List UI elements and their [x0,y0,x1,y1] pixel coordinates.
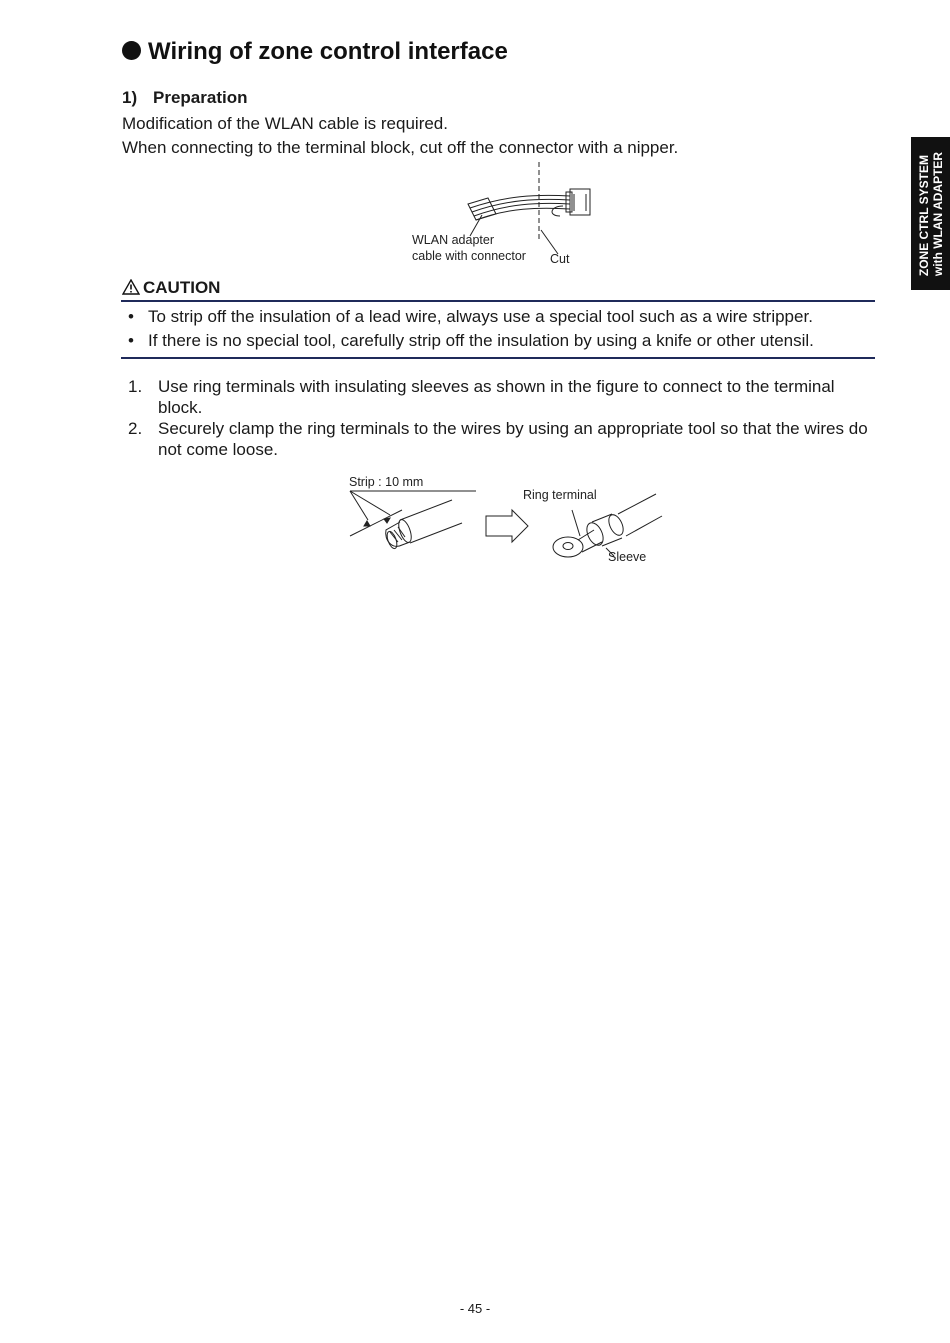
wire-insulation-end [396,518,414,544]
step-number: 2. [128,419,143,438]
caution-title: CAUTION [143,278,221,297]
cut-leader [541,230,558,254]
step-text: Securely clamp the ring terminals to the wires by using an appropriate tool so that the wires do not come loose. [158,419,868,459]
ring-terminal-label: Ring terminal [523,488,597,502]
page-title-text: Wiring of zone control interface [148,38,508,65]
connector-body [570,189,590,215]
caution-item [128,307,813,327]
wire-top-edge [400,500,452,520]
strip-leader-1 [350,491,368,520]
sleeve-label: Sleeve [608,550,647,564]
cable-label-line-1: WLAN adapter [412,233,494,247]
bullet-icon [122,41,141,60]
side-tab-line-2: with WLAN ADAPTER [930,151,945,276]
wire-4 [476,208,570,220]
connector-latch [552,206,563,216]
preparation-heading [122,88,247,108]
caution-heading [122,278,220,298]
wire-bottom-edge [410,523,462,543]
step-item [128,376,873,418]
preparation-line-2: When connecting to the terminal block, cut off the connector with a nipper. [122,138,679,157]
caution-item-text: To strip off the insulation of a lead wire, always use a special tool such as a wire stripper. [148,307,813,326]
wire-1 [470,195,570,208]
side-tab-line-1: ZONE CTRL SYSTEM [916,154,931,276]
wire-2 [472,199,570,212]
preparation-title: Preparation [153,88,248,107]
step-item [128,418,873,460]
caution-bottom-rule [121,357,875,359]
page-number: - 45 - [459,1301,491,1316]
sleeve [584,520,607,548]
warning-triangle-icon [122,279,140,295]
step-number: 1. [128,377,143,396]
caution-top-rule [121,300,875,302]
side-section-tab [911,137,950,290]
caution-bullet: • [128,331,134,350]
arrow-right-icon [486,510,528,542]
step-text: Use ring terminals with insulating sleeves as shown in the figure to connect to the terminal block. [158,377,835,417]
preparation-line-1: Modification of the WLAN cable is required. [122,114,448,133]
preparation-number: 1) [122,88,138,107]
strip-leader-2 [350,491,390,515]
cut-label: Cut [550,252,570,266]
cable-label-line-2: cable with connector [412,249,526,263]
strip-label: Strip : 10 mm [349,475,424,489]
caution-item [128,331,814,351]
ring-leader [572,510,580,536]
caution-bullet: • [128,307,134,326]
caution-item-text: If there is no special tool, carefully strip off the insulation by using a knife or other utensil. [148,331,814,350]
page-title [122,38,508,66]
